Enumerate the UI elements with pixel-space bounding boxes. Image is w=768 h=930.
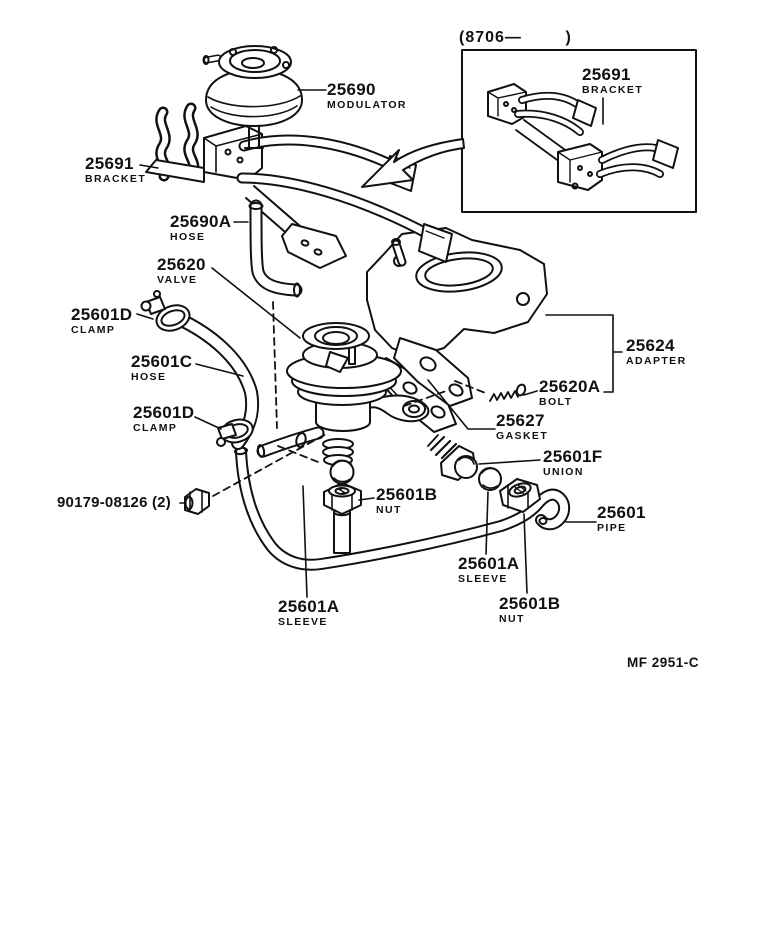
- part-name: BOLT: [539, 396, 573, 408]
- label-pipe: [597, 504, 646, 534]
- part-name: GASKET: [496, 430, 549, 442]
- part-name: MODULATOR: [327, 99, 407, 111]
- part-name: UNION: [543, 466, 584, 478]
- label-sleeve-left: [278, 598, 339, 628]
- inset-box: [462, 50, 696, 212]
- union-drawing: [428, 435, 477, 480]
- part-number: 25601A: [458, 554, 520, 573]
- part-name: SLEEVE: [278, 616, 328, 628]
- part-number: 25601D: [71, 305, 133, 324]
- part-number: 25601: [597, 503, 646, 522]
- label-adapter: [626, 337, 687, 367]
- part-number: 25620: [157, 255, 206, 274]
- inset-date-range: (8706— ): [459, 29, 572, 46]
- nut-upper-drawing: [324, 483, 361, 514]
- label-hose-25601c: [131, 353, 192, 383]
- label-bracket-main: [85, 155, 146, 185]
- part-name: BRACKET: [85, 173, 147, 185]
- label-clamp-top: [71, 306, 132, 336]
- label-valve: [157, 256, 206, 286]
- part-name: CLAMP: [133, 422, 178, 434]
- label-union: [543, 448, 602, 478]
- sleeve-ball-left-drawing: [331, 461, 354, 484]
- part-number: 25601B: [376, 485, 438, 504]
- part-name: BRACKET: [582, 84, 644, 96]
- label-fastener-90179: [57, 495, 171, 510]
- label-bracket-inset: [582, 66, 643, 96]
- label-sleeve-right: [458, 555, 519, 585]
- part-number: 25620A: [539, 377, 601, 396]
- part-number: 25690: [327, 80, 376, 99]
- part-name: SLEEVE: [458, 573, 508, 585]
- part-name: HOSE: [131, 371, 167, 383]
- label-gasket: [496, 412, 548, 442]
- part-number: 25601C: [131, 352, 193, 371]
- part-number: 25601A: [278, 597, 340, 616]
- sleeve-ball-right-drawing: [479, 468, 501, 490]
- label-clamp-bottom: [133, 404, 194, 434]
- fastener-90179-drawing: [185, 489, 209, 514]
- label-nut-lower: [499, 595, 560, 625]
- part-number: 25691: [582, 65, 631, 84]
- part-number: 25601F: [543, 447, 603, 466]
- label-modulator: [327, 81, 407, 111]
- sleeve-tube-drawing: [334, 509, 350, 553]
- part-number: 25601B: [499, 594, 561, 613]
- part-number: 25691: [85, 154, 134, 173]
- part-number: 25601D: [133, 403, 195, 422]
- bolt-drawing: [490, 383, 527, 401]
- part-number: 25624: [626, 336, 675, 355]
- label-nut-upper: [376, 486, 437, 516]
- part-name: ADAPTER: [626, 355, 687, 367]
- part-name: PIPE: [597, 522, 627, 534]
- figure-code: MF 2951-C: [627, 655, 700, 670]
- part-name: VALVE: [157, 274, 198, 286]
- label-hose-25690a: [170, 213, 231, 243]
- part-name: NUT: [499, 613, 525, 625]
- part-number: 90179-08126 (2): [57, 494, 171, 511]
- part-number: 25690A: [170, 212, 232, 231]
- part-number: 25627: [496, 411, 545, 430]
- part-name: NUT: [376, 504, 402, 516]
- label-bolt: [539, 378, 600, 408]
- part-name: CLAMP: [71, 324, 116, 336]
- part-name: HOSE: [170, 231, 206, 243]
